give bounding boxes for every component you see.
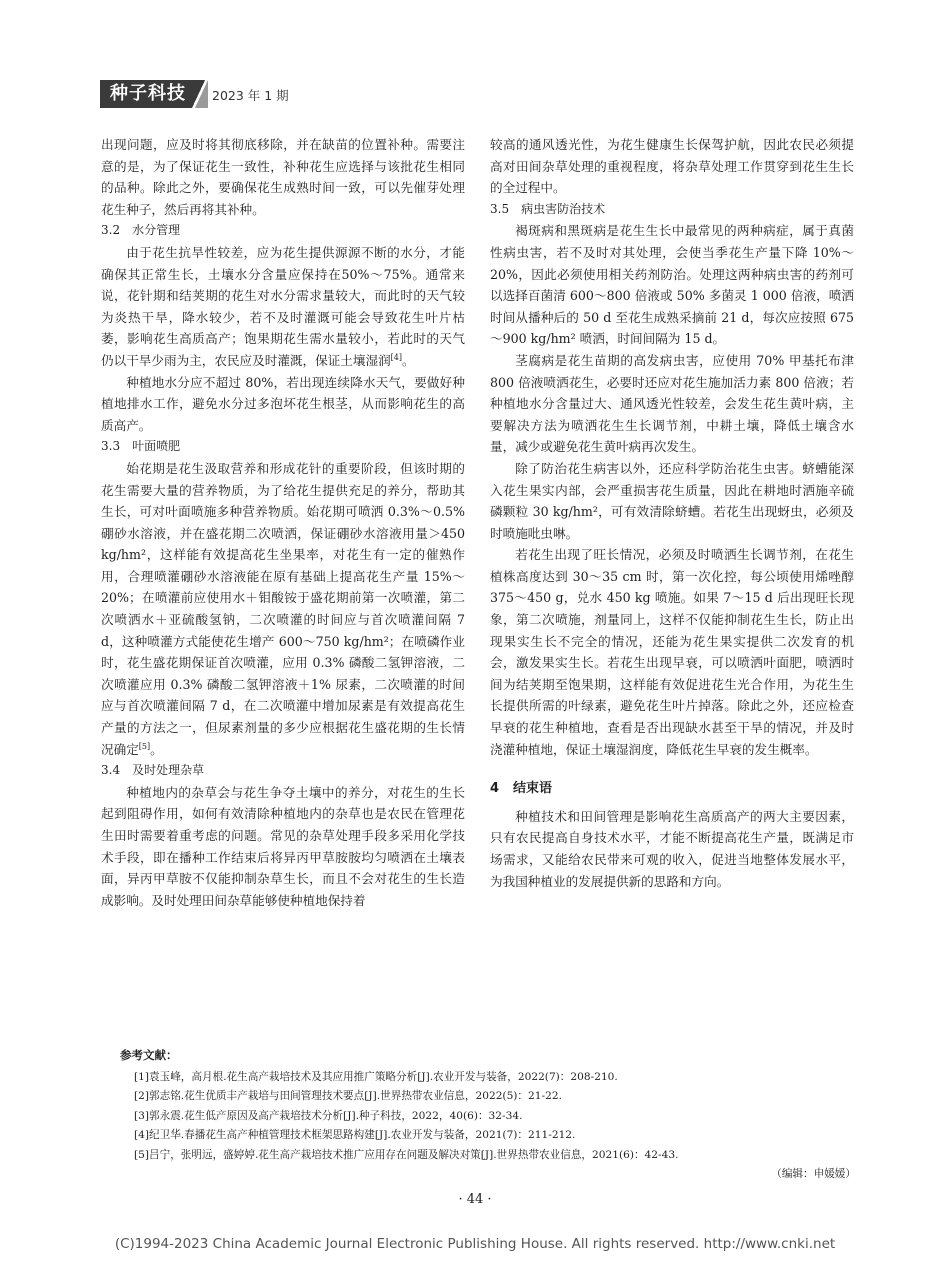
- section-heading-4: 4 结束语: [490, 781, 553, 797]
- reference-item: [1]袁玉峰，高月根.花生高产栽培技术及其应用推广策略分析[J].农业开发与装备，2022(7)：208-210.: [134, 1070, 618, 1083]
- paragraph: 种植地内的杂草会与花生争夺土壤中的养分，对花生的生长起到阻碍作用，如何有效清除种植地内的杂草也是农民在管理花生田时需要着重考虑的问题。常见的杂草处理手段多采用化学技术手段，即在播种工作结束后将异丙甲草胺胺均匀喷洒在土壤表面，异丙甲草胺不仅能抑制杂草生长，而且不会对花生的生长造成影响。及时处理田间杂草能够使种植地保持着: [101, 784, 465, 908]
- page-number: · 44 ·: [458, 1192, 492, 1207]
- section-heading-3-2: 3.2 水分管理: [101, 223, 181, 238]
- paragraph: 出现问题，应及时将其彻底移除，并在缺苗的位置补种。需要注意的是，为了保证花生一致性，补种花生应选择与该批花生相同的品种。除此之外，要确保花生成熟时间一致，可以先催芽处理花生种子，然后再将其补种。: [101, 137, 465, 217]
- journal-name: 种子科技: [100, 80, 196, 108]
- reference-item: [3]郭永震.花生低产原因及高产栽培技术分析[J].种子科技，2022，40(6)：32-34.: [134, 1109, 523, 1122]
- reference-item: [2]郭志铭.花生优质丰产栽培与田间管理技术要点[J].世界热带农业信息，2022(5)：21-22.: [134, 1090, 562, 1102]
- header-slash-decoration: [192, 80, 208, 108]
- left-column: [101, 134, 465, 911]
- reference-item: [4]纪卫华.春播花生高产种植管理技术框架思路构建[J].农业开发与装备，2021(7)：211-212.: [134, 1129, 576, 1141]
- citation-ref[interactable]: [5]: [138, 741, 151, 751]
- paragraph: 褐斑病和黑斑病是花生生长中最常见的两种病症，属于真菌性病虫害，若不及时对其处理，会使当季花生产量下降 10%～20%，因此必须使用相关药剂防治。处理这两种病虫害的药剂可以选择百菌清 600～800 倍液或 50% 多菌灵 1 000 倍液，喷洒时间从播种后的 50 d 至花生成熟采摘前 21 d，每次应按照 675～900 kg/hm² 喷洒，时间间隔为 15 d。: [490, 223, 854, 347]
- paragraph: 较高的通风透光性，为花生健康生长保驾护航，因此农民必须提高对田间杂草处理的重视程度，将杂草处理工作贯穿到花生生长的全过程中。: [490, 137, 854, 196]
- section-heading-3-4: 3.4 及时处理杂草: [101, 763, 205, 778]
- section-heading-3-3: 3.3 叶面喷肥: [101, 439, 181, 454]
- copyright-line: (C)1994-2023 China Academic Journal Electronic Publishing House. All rights reserved. http://www.cnki.net: [114, 1236, 836, 1252]
- paragraph: 茎腐病是花生苗期的高发病虫害，应使用 70% 甲基托布津 800 倍液喷洒花生，必要时还应对花生施加活力素 800 倍液；若种植地水分含量过大、通风透光性较差，会发生花生黄叶病，主要解决方法为喷洒花生生长调节剂，中耕土壤，降低土壤含水量，减少或避免花生黄叶病再次发生。: [490, 352, 854, 455]
- editor-note: （编辑：申媛媛）: [771, 1168, 856, 1180]
- reference-item: [5]吕宁，张明远，盛婷婷.花生高产栽培技术推广应用存在问题及解决对策[J].世界热带农业信息，2021(6)：42-43.: [134, 1148, 679, 1161]
- paragraph: 除了防治花生病害以外，还应科学防治花生虫害。蛴螬能深入花生果实内部，会严重损害花生质量，因此在耕地时洒施辛硫磷颗粒 30 kg/hm²，可有效清除蛴螬。若花生出现蚜虫，必须及时喷施吡虫啉。: [490, 460, 854, 541]
- references: [120, 1046, 860, 1185]
- section-heading-3-5: 3.5 病虫害防治技术: [490, 201, 606, 216]
- paragraph: 若花生出现了旺长情况，必须及时喷洒生长调节剂，在花生植株高度达到 30～35 cm 时，第一次化控，每公顷使用烯唑醇 375～450 g，兑水 450 kg 喷施。如果 7～15 d 后出现旺长现象，第二次喷施，剂量同上，这样不仅能抑制花生生长，防止出现果实生长不完全的情况，还能为花生果实提供二次发育的机会，激发果实生长。若花生出现早衰，可以喷洒叶面肥，喷洒时间为结荚期至饱果期，这样能有效促进花生光合作用，为花生生长提供所需的叶绿素，避免花生叶片掉落。除此之外，还应检查早衰的花生种植地，查看是否出现缺水甚至干旱的情况，并及时浇灌种植地，保证土壤湿润度，降低花生早衰的发生概率。: [490, 547, 854, 757]
- issue-label: 2023 年 1 期: [212, 88, 289, 103]
- paragraph: 种植技术和田间管理是影响花生高质高产的两大主要因素，只有农民提高自身技术水平，才能不断提高花生产量，既满足市场需求，又能给农民带来可观的收入，促进当地整体发展水平，为我国种植业的发展提供新的思路和方向。: [490, 808, 854, 889]
- paragraph: 种植地水分应不超过 80%，若出现连续降水天气，要做好种植地排水工作，避免水分过多泡坏花生根茎，从而影响花生的高质高产。: [101, 374, 465, 433]
- citation-ref[interactable]: [4]: [390, 352, 402, 362]
- references-title: 参考文献：: [120, 1048, 178, 1062]
- paragraph: 始花期是花生汲取营养和形成花针的重要阶段，但该时期的花生需要大量的营养物质，为了给花生提供充足的养分，帮助其生长，可对叶面喷施多种营养物质。始花期可喷洒 0.3%～0.5% 硼砂水溶液，并在盛花期二次喷洒，保证硼砂水溶液用量＞450 kg/hm²，这样能有效提高花生坐果率，对花生有一定的催熟作用，合理喷灌硼砂水溶液能在原有基础上提高花生产量 15%～20%；在喷灌前应使用水＋钼酸铵于盛花期前第一次喷灌，第二次喷洒水＋亚硫酸氢钠，二次喷灌的时间应与首次喷灌间隔 7 d，这种喷灌方式能使花生增产 600～750 kg/hm²；在喷磷作业时，花生盛花期保证首次喷灌，应用 0.3% 磷酸二氢钾溶液，二次喷灌应用 0.3% 磷酸二氢钾溶液＋1% 尿素，二次喷灌的时间应与首次喷灌间隔 7 d，在二次喷灌中增加尿素是有效提高花生产量的方法之一，但尿素剂量的多少应根据花生盛花期的生长情况确定[5]。: [101, 460, 465, 757]
- right-column: [490, 134, 854, 892]
- paragraph: 由于花生抗旱性较差，应为花生提供源源不断的水分，才能确保其正常生长，土壤水分含量应保持在50%～75%。通常来说，花针期和结荚期的花生对水分需求量较大，而此时的天气较为炎热干旱，降水较少，若不及时灌溉可能会导致花生叶片枯萎，影响花生高质高产；饱果期花生需水量较小，若此时的天气仍以干旱少雨为主，农民应及时灌溉，保证土壤湿润[4]。: [101, 244, 465, 368]
